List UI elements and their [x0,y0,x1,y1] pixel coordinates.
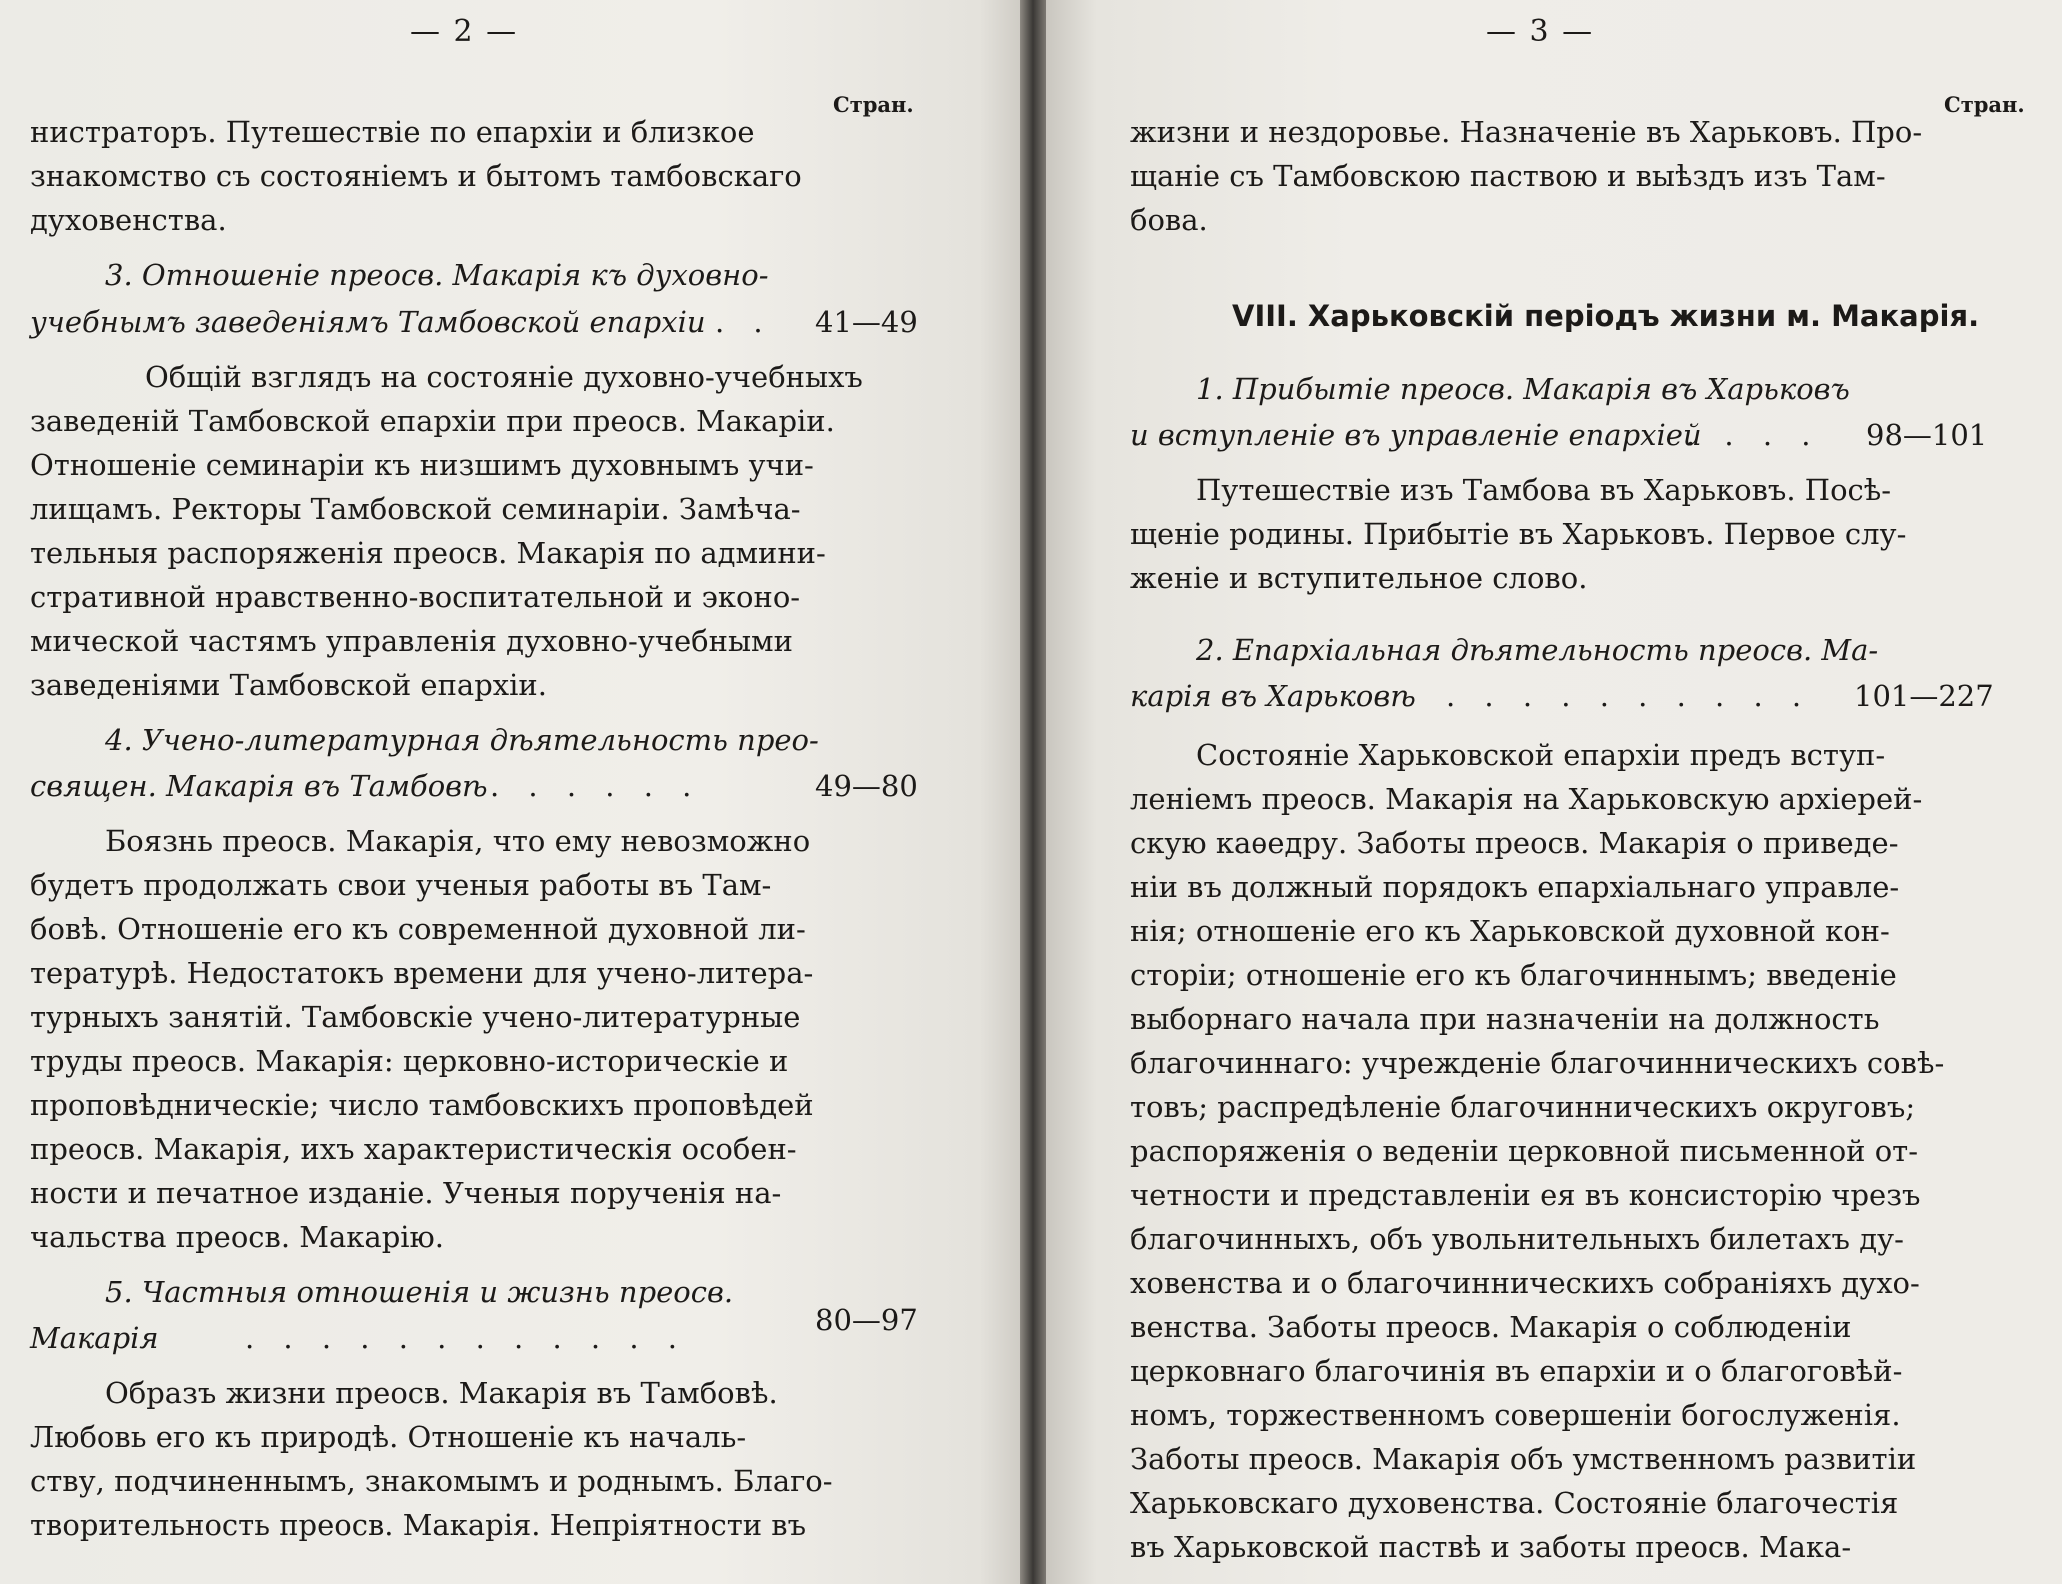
right-page [1046,0,2062,1584]
pages-column-label: Стран. [1944,92,2025,117]
toc-entry-title: карія въ Харьковѣ [1130,679,1416,713]
toc-entry-title: 3. Отношеніе преосв. Макарія къ духовно- [105,258,769,292]
text-line: преосв. Макарія, ихъ характеристическія особен- [30,1132,797,1166]
toc-leader-dots: . . . . [1686,418,1821,452]
text-line: заведеній Тамбовской епархіи при преосв. Макаріи. [30,404,835,438]
toc-leader-dots: . . [715,305,773,339]
text-line: заведеніями Тамбовской епархіи. [30,668,547,702]
text-line: ніи въ должный порядокъ епархіальнаго управле- [1130,870,1900,904]
text-line: турныхъ занятій. Тамбовскіе учено-литературные [30,1000,801,1034]
text-line: выборнаго начала при назначеніи на должность [1130,1002,1880,1036]
text-line: щаніе съ Тамбовскою паствою и выѣздъ изъ Там- [1130,159,1886,193]
text-line: щеніе родины. Прибытіе въ Харьковъ. Первое слу- [1130,517,1907,551]
text-line: творительность преосв. Макарія. Непріятности въ [30,1508,807,1542]
toc-page-range: 41—49 [815,305,918,339]
text-line: Боязнь преосв. Макарія, что ему невозможно [105,824,811,858]
toc-entry-title: и вступленіе въ управленіе епархіей [1130,418,1702,452]
toc-leader-dots: . . . . . . [490,769,702,803]
text-line: въ Харьковской паствѣ и заботы преосв. Мака- [1130,1530,1852,1564]
text-line: труды преосв. Макарія: церковно-историческіе и [30,1044,789,1078]
text-line: Путешествіе изъ Тамбова въ Харьковъ. Посѣ- [1196,473,1892,507]
text-line: венства. Заботы преосв. Макарія о соблюденіи [1130,1310,1852,1344]
toc-entry-title: 5. Частныя отношенія и жизнь преосв. [105,1275,734,1309]
text-line: знакомство съ состояніемъ и бытомъ тамбовскаго [30,159,802,193]
text-line: Харьковскаго духовенства. Состояніе благочестія [1130,1486,1899,1520]
text-line: нистраторъ. Путешествіе по епархіи и близкое [30,115,755,149]
text-line: ству, подчиненнымъ, знакомымъ и роднымъ. Благо- [30,1464,833,1498]
text-line: ности и печатное изданіе. Ученыя порученія на- [30,1176,782,1210]
text-line: стративной нравственно-воспитательной и эконо- [30,580,801,614]
toc-page-range: 101—227 [1854,679,1994,713]
text-line: Состояніе Харьковской епархіи предъ вступ- [1196,738,1886,772]
pages-column-label: Стран. [833,92,914,117]
toc-page-range: 49—80 [815,769,918,803]
toc-entry-title: учебнымъ заведеніямъ Тамбовской епархіи [30,305,706,339]
text-line: жизни и нездоровье. Назначеніе въ Харьковъ. Про- [1130,115,1923,149]
text-line: Отношеніе семинаріи къ низшимъ духовнымъ учи- [30,448,814,482]
text-line: церковнаго благочинія въ епархіи и о благоговѣй- [1130,1354,1903,1388]
left-page [0,0,1020,1584]
toc-entry-title: 2. Епархіальная дѣятельность преосв. Ма- [1196,633,1879,667]
toc-page-range: 98—101 [1866,418,1988,452]
toc-entry-title: священ. Макарія въ Тамбовѣ [30,769,488,803]
text-line: чальства преосв. Макарію. [30,1220,445,1254]
text-line: мической частямъ управленія духовно-учебными [30,624,793,658]
text-line: нія; отношеніе его къ Харьковской духовной кон- [1130,914,1890,948]
text-line: бова. [1130,203,1208,237]
text-line: товъ; распредѣленіе благочинническихъ округовъ; [1130,1090,1916,1124]
text-line: бовѣ. Отношеніе его къ современной духовной ли- [30,912,806,946]
toc-entry-title: 4. Учено-литературная дѣятельность прео- [105,723,819,757]
toc-entry-title: 1. Прибытіе преосв. Макарія въ Харьковъ [1196,372,1850,406]
text-line: леніемъ преосв. Макарія на Харьковскую архіерей- [1130,782,1923,816]
text-line: скую каѳедру. Заботы преосв. Макарія о приведе- [1130,826,1899,860]
text-line: тельныя распоряженія преосв. Макарія по админи- [30,536,826,570]
page-number: — 2 — [410,14,519,49]
text-line: ховенства и о благочинническихъ собраніяхъ духо- [1130,1266,1920,1300]
book-gutter [1020,0,1046,1584]
text-line: благочинныхъ, объ увольнительныхъ билетахъ ду- [1130,1222,1904,1256]
text-line: четности и представленіи ея въ консисторію чрезъ [1130,1178,1921,1212]
text-line: Заботы преосв. Макарія объ умственномъ развитіи [1130,1442,1917,1476]
toc-entry-title: Макарія [30,1321,159,1355]
text-line: распоряженія о веденіи церковной письменной от- [1130,1134,1919,1168]
text-line: проповѣдническіе; число тамбовскихъ проповѣдей [30,1088,814,1122]
text-line: женіе и вступительное слово. [1130,561,1588,595]
text-line: благочиннаго: учрежденіе благочинническихъ совѣ- [1130,1046,1945,1080]
text-line: тературѣ. Недостатокъ времени для учено-литера- [30,956,814,990]
text-line: лищамъ. Ректоры Тамбовской семинаріи. Замѣча- [30,492,801,526]
text-line: сторіи; отношеніе его къ благочиннымъ; введеніе [1130,958,1897,992]
text-line: Любовь его къ природѣ. Отношеніе къ началь- [30,1420,747,1454]
text-line: номъ, торжественномъ совершеніи богослуженія. [1130,1398,1901,1432]
text-line: духовенства. [30,203,227,237]
page-number: — 3 — [1486,14,1595,49]
text-line: будетъ продолжать свои ученыя работы въ Там- [30,868,772,902]
toc-leader-dots: . . . . . . . . . . . . [245,1321,688,1355]
chapter-heading: VIII. Харьковскій періодъ жизни м. Макарія. [1232,299,1980,333]
toc-leader-dots: . . . . . . . . . . [1446,679,1812,713]
text-line: Образъ жизни преосв. Макарія въ Тамбовѣ. [105,1376,778,1410]
toc-page-range: 80—97 [815,1303,918,1337]
text-line: Общій взглядъ на состояніе духовно-учебныхъ [145,360,863,394]
